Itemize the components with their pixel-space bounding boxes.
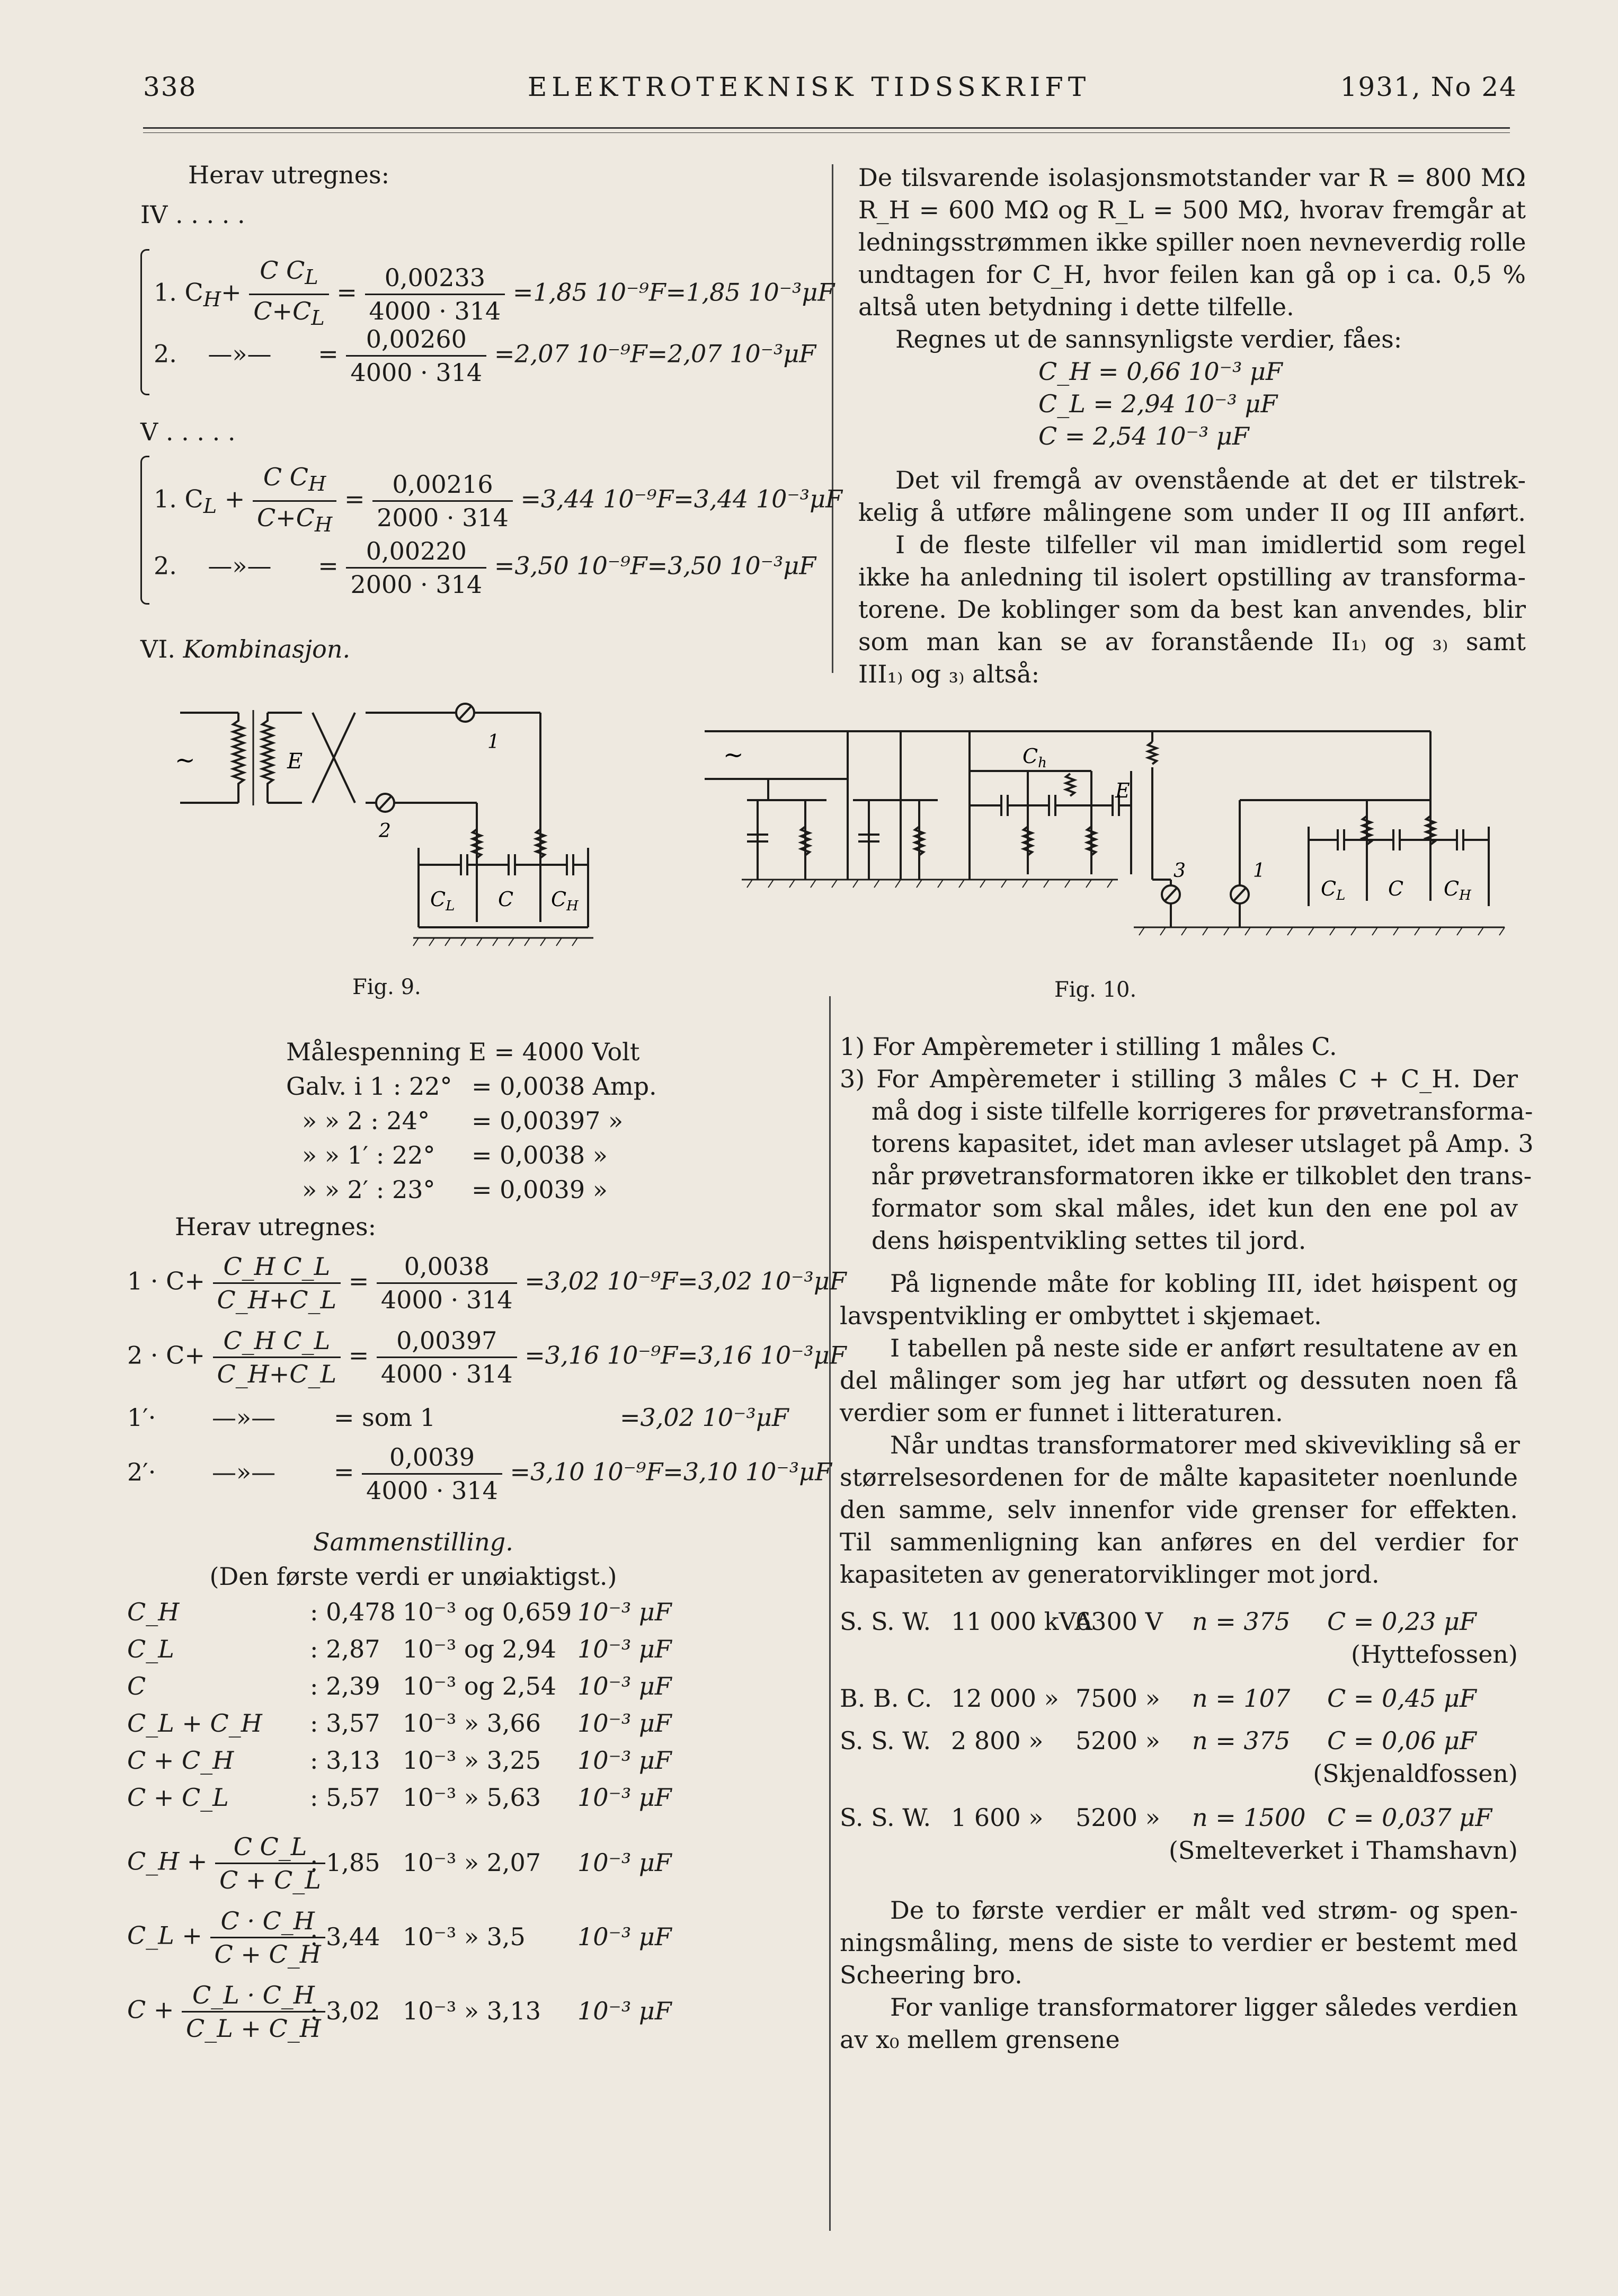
rt-line2-7: III₁₎ og ₃₎ altså:	[858, 660, 1040, 688]
rt-value-ch: C_H = 0,66 10⁻³ μF	[1038, 357, 1283, 386]
rt-line2-5: torene. De koblinger som da best kan anvendes, blir	[858, 595, 1526, 624]
galv-row-1: Galv. i 1 : 22° = 0,0038 Amp.	[286, 1072, 657, 1101]
fn3-line-2: må dog i siste tilfelle korrigeres for prøvetransforma-	[872, 1097, 1533, 1125]
issue-number: 1931, No 24	[1340, 72, 1517, 102]
section-vi: VI. Kombinasjon.	[140, 635, 351, 663]
fn3-line-4: når prøvetransformatoren ikke er tilkoblet den trans-	[872, 1162, 1532, 1190]
rt-line-4: undtagen for C_H, hvor feilen kan gå op i ca. 0,5 %	[858, 260, 1526, 289]
summary-row-cl: C_L : 2,87 10⁻³ og 2,94 10⁻³ μF	[127, 1635, 672, 1663]
eq-iv-2: 2. —»— = $\frac{0,00260}{4000 \cdot 314}$ =2,07 10⁻⁹F=2,07 10⁻³μF	[154, 323, 816, 388]
fig10-label-ch: $C_h$	[1023, 744, 1047, 771]
fig9-label-cl: $C_L$	[430, 888, 455, 914]
right-bottom-closing	[840, 1894, 1518, 2056]
p1-line-2: lavspentvikling er ombyttet i skjemaet.	[840, 1301, 1322, 1330]
fig9-label-2: 2	[379, 820, 391, 842]
page-number: 338	[143, 72, 197, 102]
summary-row-c-ch: C + C_H : 3,13 10⁻³ » 3,25 10⁻³ μF	[127, 1746, 672, 1775]
section-v: V . . . . .	[140, 418, 236, 446]
p3-line-1: Når undtas transformatorer med skivevikling så er	[890, 1431, 1520, 1459]
p5-line-1: For vanlige transformatorer ligger således verdien	[890, 1993, 1518, 2022]
summary-frac-row-1: C_H + $\frac{\text{C C\_L}}{C + C\_L}$ : 1,85 10⁻³ » 2,07 10⁻³ μF	[127, 1831, 710, 1896]
rt-line-5: altså uten betydning i dette tilfelle.	[858, 292, 1294, 321]
galv-row-3: » » 1′ : 22° = 0,0038 »	[302, 1141, 608, 1169]
p4-line-1: De to første verdier er målt ved strøm- og spen-	[890, 1896, 1518, 1925]
rt-line2-1: Det vil fremgå av ovenstående at det er tilstrek-	[895, 466, 1526, 494]
fig9-label-ch: $C_H$	[551, 888, 579, 914]
fig9-label-1: 1	[487, 731, 500, 753]
herav-heading: Herav utregnes:	[188, 161, 390, 189]
fig10-label-chh: $C_H$	[1444, 877, 1471, 903]
fig9-label-e: E	[287, 749, 303, 774]
fig10-ac-label: ~	[723, 740, 744, 769]
header-rule	[143, 127, 1510, 129]
summary-row-c: C : 2,39 10⁻³ og 2,54 10⁻³ μF	[127, 1672, 672, 1700]
p2-line-1: I tabellen på neste side er anført resultatene av en	[890, 1334, 1518, 1362]
p2-line-2: del målinger som jeg har utført og dessuten noen få	[840, 1366, 1518, 1395]
fig10-caption: Fig. 10.	[1054, 978, 1137, 1002]
sammenstilling-title: Sammenstilling.	[313, 1528, 513, 1556]
rt-line-1: De tilsvarende isolasjonsmotstander var R = 800 MΩ	[858, 163, 1526, 192]
rt-line2-3: I de fleste tilfeller vil man imidlertid som regel	[895, 530, 1526, 559]
fig10-label-cl: $C_L$	[1321, 877, 1346, 903]
rt-line2-2: kelig å utføre målingene som under II og III anført.	[858, 498, 1526, 527]
p3-line-3: den samme, selv innenfor vide grenser for effekten.	[840, 1495, 1518, 1524]
galv-row-4: » » 2′ : 23° = 0,0039 »	[302, 1175, 608, 1204]
p3-line-2: størrelsesordenen for de målte kapasiteter noenlunde	[840, 1463, 1518, 1492]
right-top-text	[858, 162, 1526, 690]
section-iv: IV . . . . .	[140, 200, 245, 229]
rt-line2-6: som man kan se av foranstående II₁₎ og ₃₎ samt	[858, 627, 1526, 656]
summary-frac-row-2: C_L + $\frac{C \cdot C\_H}{C + C\_H}$ : 3,44 10⁻³ » 3,5 10⁻³ μF	[127, 1905, 710, 1970]
rt-line-2: R_H = 600 MΩ og R_L = 500 MΩ, hvorav fremgår at	[858, 196, 1526, 224]
summary-row-ch: C_H : 0,478 10⁻³ og 0,659 10⁻³ μF	[127, 1598, 672, 1626]
right-bottom-text	[840, 1031, 1534, 1591]
eq-b-1: 1 · C+ $\frac{\text{C\_H C\_L}}{C\_H+C\_L}$ = $\frac{0,0038}{4000 \cdot 314}$ =3,02 10⁻⁹F=3,02 10⁻³μF	[127, 1251, 847, 1316]
p3-line-5: kapasiteten av generatorviklinger mot jord.	[840, 1560, 1380, 1589]
figure-10-circuit	[705, 721, 1542, 964]
fn3-line-5: formator som skal måles, idet kun den ene pol av	[872, 1194, 1518, 1222]
p3-line-4: Til sammenligning kan anføres en del verdier for	[840, 1528, 1518, 1556]
brace-v	[140, 456, 149, 605]
fig9-ac-label: ~	[175, 746, 195, 774]
p2-line-3: verdier som er funnet i litteraturen.	[840, 1398, 1283, 1427]
column-rule-top	[832, 164, 833, 673]
brace-iv	[140, 249, 149, 395]
herav-heading-2: Herav utregnes:	[175, 1212, 377, 1241]
fig10-label-c: C	[1388, 877, 1404, 900]
rt-value-cl: C_L = 2,94 10⁻³ μF	[1038, 389, 1278, 418]
column-rule-bottom	[829, 996, 831, 2231]
fn3-line-3: torens kapasitet, idet man avleser utslaget på Amp. 3	[872, 1129, 1534, 1158]
summary-row-c-cl: C + C_L : 5,57 10⁻³ » 5,63 10⁻³ μF	[127, 1783, 672, 1812]
rt-line2-4: ikke ha anledning til isolert opstilling av transforma-	[858, 563, 1526, 591]
eq-v-2: 2. —»— = $\frac{0,00220}{2000 \cdot 314}$ =3,50 10⁻⁹F=3,50 10⁻³μF	[154, 535, 816, 600]
summary-row-cl-ch: C_L + C_H : 3,57 10⁻³ » 3,66 10⁻³ μF	[127, 1709, 672, 1737]
fig10-label-3: 3	[1174, 860, 1186, 882]
sammenstilling-note: (Den første verdi er unøiaktigst.)	[209, 1562, 617, 1591]
fig10-label-1: 1	[1253, 860, 1265, 882]
rt-value-c: C = 2,54 10⁻³ μF	[1038, 422, 1249, 450]
malespenning: Målespenning E = 4000 Volt	[286, 1038, 640, 1066]
galv-row-2: » » 2 : 24° = 0,00397 »	[302, 1106, 624, 1135]
eq-iv-1: 1. $C_H+$ $\frac{C C_L}{C+C_L}$ = $\frac{0,00233}{4000 \cdot 314}$ =1,85 10⁻⁹F=1,85 10⁻³μF	[154, 254, 834, 334]
eq-b-4: 2′· —»— = $\frac{0,0039}{4000 \cdot 314}$ =3,10 10⁻⁹F=3,10 10⁻³μF	[127, 1441, 832, 1506]
eq-b-3: 1′· —»— = som 1 =3,02 10⁻³μF	[127, 1403, 789, 1432]
p4-line-2: ningsmåling, mens de siste to verdier er bestemt med	[840, 1928, 1518, 1957]
journal-title: ELEKTROTEKNISK TIDSSKRIFT	[527, 72, 1091, 102]
fn3-line-1: 3) For Ampèremeter i stilling 3 måles C + C_H. Der	[840, 1065, 1518, 1093]
p4-line-3: Scheering bro.	[840, 1961, 1023, 1989]
rt-line-3: ledningsstrømmen ikke spiller noen nevneverdig rolle	[858, 228, 1526, 256]
fig10-label-e: E	[1115, 779, 1130, 802]
eq-b-2: 2 · C+ $\frac{\text{C\_H C\_L}}{C\_H+C\_L}$ = $\frac{0,00397}{4000 \cdot 314}$ =3,16 10⁻⁹F=3,16 10⁻³μF	[127, 1325, 847, 1390]
p5-line-2: av x₀ mellem grensene	[840, 2025, 1120, 2054]
header-rule-thin	[143, 132, 1510, 133]
fn3-line-6: dens høispentvikling settes til jord.	[872, 1226, 1306, 1255]
footnote-1: 1) For Ampèremeter i stilling 1 måles C.	[840, 1032, 1337, 1061]
eq-v-1: 1. $C_L$ + $\frac{C C_H}{C+C_H}$ = $\frac{0,00216}{2000 \cdot 314}$ =3,44 10⁻⁹F=3,44 10⁻³μF	[154, 461, 842, 541]
summary-frac-row-3: C + $\frac{C\_L \cdot C\_H}{C\_L + C\_H}$ : 3,02 10⁻³ » 3,13 10⁻³ μF	[127, 1979, 710, 2044]
figure-9-circuit	[159, 689, 615, 964]
p1-line-1: På lignende måte for kobling III, idet høispent og	[890, 1269, 1518, 1298]
fig9-caption: Fig. 9.	[352, 975, 421, 999]
fig9-label-c: C	[498, 888, 514, 911]
rt-regnes: Regnes ut de sannsynligste verdier, fåes:	[895, 325, 1402, 353]
